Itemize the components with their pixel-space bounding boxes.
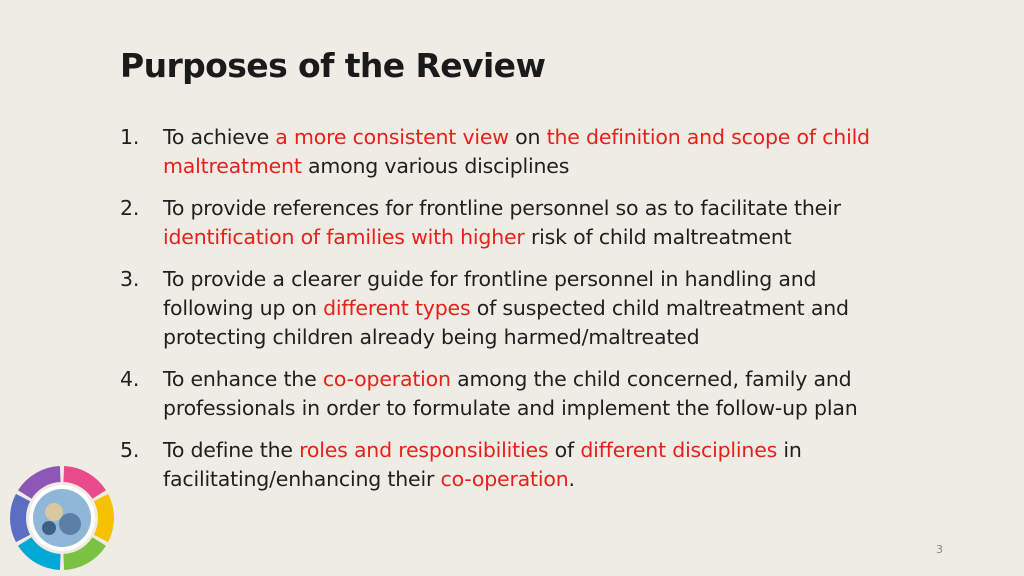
item-line [163, 223, 980, 252]
body-text: To achieve [163, 125, 276, 149]
highlighted-text: roles and responsibilities [299, 438, 549, 462]
item-line [163, 152, 980, 181]
item-line [163, 265, 980, 294]
item-line [163, 465, 980, 494]
page-number: 3 [936, 543, 943, 556]
body-text: facilitating/enhancing their [163, 467, 441, 491]
logo-segment [10, 494, 30, 542]
item-number: 4. [120, 367, 140, 391]
item-number: 3. [120, 267, 140, 291]
highlighted-text: different disciplines [580, 438, 778, 462]
logo-segment [94, 494, 114, 542]
body-text: protecting children already being harmed/maltreated [163, 325, 700, 349]
purpose-item [120, 365, 980, 423]
body-text: among various disciplines [301, 154, 570, 178]
body-text: risk of child maltreatment [524, 225, 792, 249]
item-line [163, 436, 980, 465]
body-text: professionals in order to formulate and implement the follow-up plan [163, 396, 858, 420]
highlighted-text: co-operation [440, 467, 569, 491]
purpose-item [120, 436, 980, 494]
purpose-item [120, 194, 980, 252]
body-text: To enhance the [163, 367, 323, 391]
highlighted-text: a more consistent view [275, 125, 509, 149]
item-line [163, 394, 980, 423]
body-text: in [777, 438, 802, 462]
body-text: . [568, 467, 575, 491]
body-text: To provide references for frontline personnel so as to facilitate their [163, 196, 841, 220]
highlighted-text: maltreatment [163, 154, 302, 178]
item-number: 2. [120, 196, 140, 220]
item-line [163, 194, 980, 223]
item-line [163, 323, 980, 352]
body-text: on [508, 125, 547, 149]
body-text: To provide a clearer guide for frontline personnel in handling and [163, 267, 817, 291]
item-number: 5. [120, 438, 140, 462]
item-line [163, 123, 980, 152]
puzzle-ring-logo-icon [4, 446, 120, 576]
item-number: 1. [120, 125, 140, 149]
item-line [163, 365, 980, 394]
purpose-item [120, 123, 980, 181]
highlighted-text: the definition and scope of child [546, 125, 870, 149]
purpose-item [120, 265, 980, 352]
body-text: following up on [163, 296, 324, 320]
body-text: among the child concerned, family and [450, 367, 852, 391]
highlighted-text: different types [323, 296, 471, 320]
body-text: of [548, 438, 581, 462]
highlighted-text: co-operation [322, 367, 451, 391]
body-text: To define the [163, 438, 300, 462]
item-line [163, 294, 980, 323]
purpose-list [120, 123, 980, 507]
body-text: of suspected child maltreatment and [470, 296, 849, 320]
highlighted-text: identification of families with higher [163, 225, 525, 249]
slide-title: Purposes of the Review [120, 46, 546, 85]
